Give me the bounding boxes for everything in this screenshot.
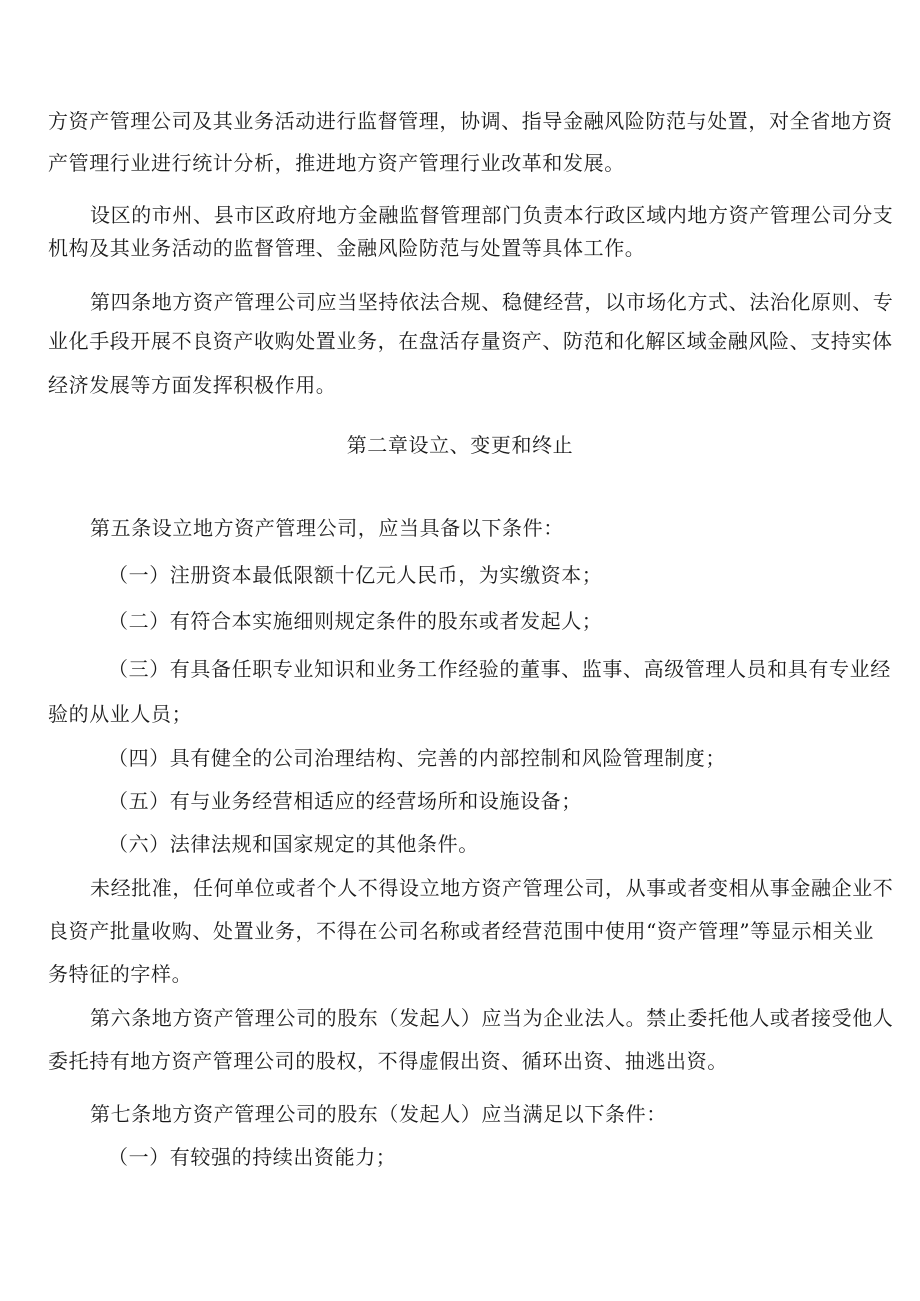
text-line: 方资产管理公司及其业务活动进行监督管理，协调、指导金融风险防范与处置，对全省地方资: [48, 109, 893, 133]
chapter-heading: 第二章设立、变更和终止: [346, 433, 574, 457]
text-line: 经济发展等方面发挥积极作用。: [48, 373, 337, 397]
list-item: （二）有符合本实施细则规定条件的股东或者发起人；: [108, 609, 603, 633]
text-line: 产管理行业进行统计分析，推进地方资产管理行业改革和发展。: [48, 151, 625, 175]
list-item: （六）法律法规和国家规定的其他条件。: [108, 832, 479, 856]
list-item: （一）有较强的持续出资能力；: [108, 1145, 397, 1169]
text-line: 业化手段开展不良资产收购处置业务，在盘活存量资产、防范和化解区域金融风险、支持实体: [48, 329, 893, 353]
text-line: 良资产批量收购、处置业务，不得在公司名称或者经营范围中使用“资产管理”等显示相关业: [48, 919, 874, 943]
text-line: 验的从业人员；: [48, 702, 193, 726]
article-7-intro: 第七条地方资产管理公司的股东（发起人）应当满足以下条件：: [90, 1102, 667, 1126]
text-line: 务特征的字样。: [48, 962, 193, 986]
list-item: （三）有具备任职专业知识和业务工作经验的董事、监事、高级管理人员和具有专业经: [108, 657, 891, 681]
text-line: 机构及其业务活动的监督管理、金融风险防范与处置等具体工作。: [48, 236, 646, 260]
unauthorized-paragraph: 未经批准，任何单位或者个人不得设立地方资产管理公司，从事或者变相从事金融企业不: [90, 876, 894, 900]
article-5-intro: 第五条设立地方资产管理公司，应当具备以下条件：: [90, 516, 564, 540]
list-item: （五）有与业务经营相适应的经营场所和设施设备；: [108, 789, 582, 813]
text-line: 委托持有地方资产管理公司的股权，不得虚假出资、循环出资、抽逃出资。: [48, 1049, 728, 1073]
list-item: （四）具有健全的公司治理结构、完善的内部控制和风险管理制度；: [108, 746, 726, 770]
article-4: 第四条地方资产管理公司应当坚持依法合规、稳健经营，以市场化方式、法治化原则、专: [90, 290, 894, 314]
text-line: 设区的市州、县市区政府地方金融监督管理部门负责本行政区域内地方资产管理公司分支: [90, 203, 894, 227]
article-6: 第六条地方资产管理公司的股东（发起人）应当为企业法人。禁止委托他人或者接受他人: [90, 1006, 894, 1030]
list-item: （一）注册资本最低限额十亿元人民币，为实缴资本；: [108, 563, 603, 587]
